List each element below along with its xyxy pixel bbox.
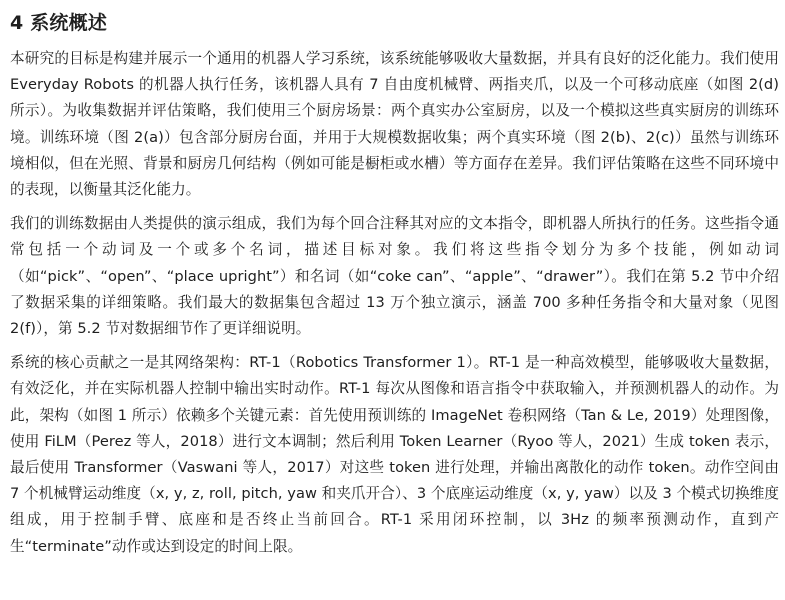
section-title: 4 系统概述: [10, 12, 108, 34]
paragraph-training-data: 我们的训练数据由人类提供的演示组成，我们为每个回合注释其对应的文本指令，即机器人所执行的任务。这些指令通常包括一个动词及一个或多个名词，描述目标对象。我们将这些指令划分为多个技能，例如动词（如“pick”、“open”、“place upright”）和名词（如“coke can”、“apple”、“drawer”）。我们在第 5.2 节中介绍了数据采集的详细策略。我们最大的数据集包含超过 13 万个独立演示，涵盖 700 多种任务指令和大量对象（见图 2(f)），第 5.2 节对数据细节作了更详细说明。: [10, 215, 779, 338]
paragraph-architecture: 系统的核心贡献之一是其网络架构：RT-1（Robotics Transformer 1）。RT-1 是一种高效模型，能够吸收大量数据，有效泛化，并在实际机器人控制中输出实时动作。RT-1 每次从图像和语言指令中获取输入，并预测机器人的动作。为此，架构（如图 1 所示）依赖多个关键元素：首先使用预训练的 ImageNet 卷积网络（Tan & Le, 2019）处理图像，使用 FiLM（Perez 等人，2018）进行文本调制；然后利用 Token Learner（Ryoo 等人，2021）生成 token 表示，最后使用 Transformer（Vaswani 等人，2017）对这些 token 进行处理，并输出离散化的动作 token。动作空间由 7 个机械臂运动维度（x, y, z, roll, pitch, yaw 和夹爪开合）、3 个底座运动维度（x, y, yaw）以及 3 个模式切换维度组成，用于控制手臂、底座和是否终止当前回合。RT-1 采用闭环控制，以 3Hz 的频率预测动作，直到产生“terminate”动作或达到设定的时间上限。: [10, 354, 779, 555]
paragraph-goal: 本研究的目标是构建并展示一个通用的机器人学习系统，该系统能够吸收大量数据，并具有良好的泛化能力。我们使用 Everyday Robots 的机器人执行任务，该机器人具有 7 自由度机械臂、两指夹爪，以及一个可移动底座（如图 2(d) 所示）。为收集数据并评估策略，我们使用三个厨房场景：两个真实办公室厨房，以及一个模拟这些真实厨房的训练环境。训练环境（图 2(a)）包含部分厨房台面，并用于大规模数据收集；两个真实环境（图 2(b)、2(c)）虽然与训练环境相似，但在光照、背景和厨房几何结构（例如可能是橱柜或水槽）等方面存在差异。我们评估策略在这些不同环境中的表现，以衡量其泛化能力。: [10, 50, 779, 199]
